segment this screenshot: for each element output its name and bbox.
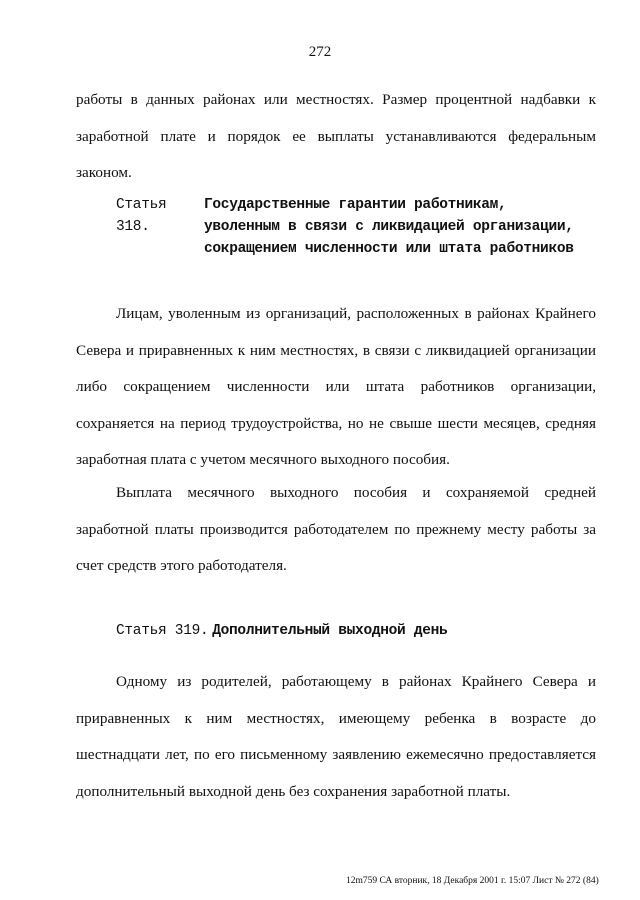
article-318-title: Государственные гарантии работникам, уволенным в связи с ликвидацией организации, сокращением численности или штата работников bbox=[204, 197, 574, 257]
article-319-heading bbox=[116, 619, 586, 642]
article-319-label: Статья 319. bbox=[116, 623, 209, 639]
article-319-paragraph-1: Одному из родителей, работающему в районах Крайнего Севера и приравненных к ним местностях, имеющему ребенка в возрасте до шестнадцати лет, по его письменному заявлению ежемесячно предоставляется дополнительный выходной день без сохранения заработной платы. bbox=[76, 673, 596, 800]
article-318-label: Статья 318. bbox=[116, 197, 167, 235]
intro-paragraph: работы в данных районах или местностях. Размер процентной надбавки к заработной плате и порядок ее выплаты устанавливаются федеральным законом. bbox=[76, 91, 596, 181]
article-318-paragraph-1: Лицам, уволенным из организаций, расположенных в районах Крайнего Севера и приравненных к ним местностях, в связи с ликвидацией организации либо сокращением численности или штата работников организации, сохраняется на период трудоустройства, но не свыше шести месяцев, средняя заработная плата с учетом месячного выходного пособия. bbox=[76, 305, 596, 468]
page-number: 272 bbox=[308, 44, 332, 60]
page-footer: 12m759 СА вторник, 18 Декабря 2001 г. 15:07 Лист № 272 (84) bbox=[346, 876, 599, 886]
article-319-title: Дополнительный выходной день bbox=[212, 623, 448, 639]
article-318-heading bbox=[116, 194, 586, 260]
article-318-paragraph-2: Выплата месячного выходного пособия и сохраняемой средней заработной платы производится работодателем по прежнему месту работы за счет средств этого работодателя. bbox=[76, 484, 596, 574]
